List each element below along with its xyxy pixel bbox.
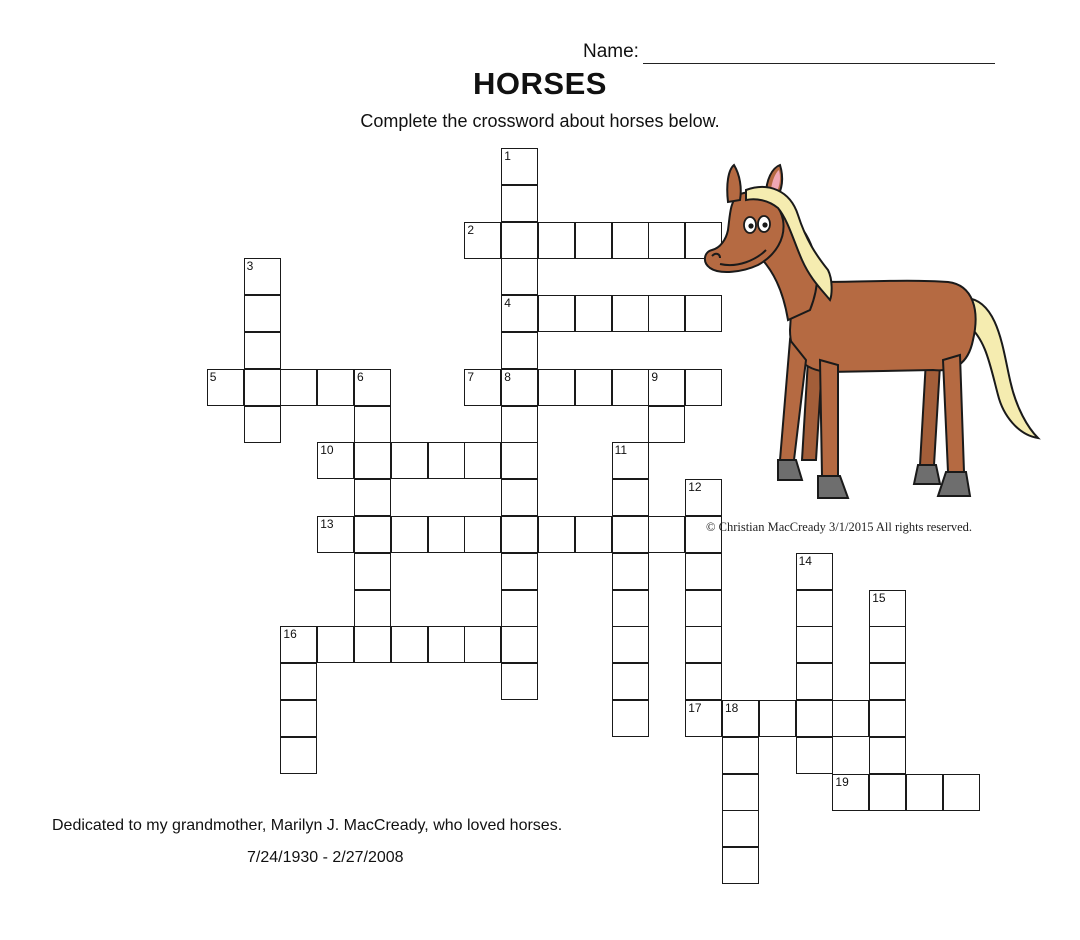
horse-hoof bbox=[914, 465, 940, 484]
crossword-cell[interactable] bbox=[501, 626, 538, 663]
crossword-cell[interactable] bbox=[796, 626, 833, 663]
crossword-cell[interactable] bbox=[317, 442, 354, 479]
crossword-cell[interactable] bbox=[501, 406, 538, 443]
crossword-cell[interactable] bbox=[796, 737, 833, 774]
copyright-notice: © Christian MacCready 3/1/2015 All rights reserved. bbox=[706, 520, 973, 534]
horse-ear-far bbox=[727, 165, 741, 202]
crossword-cell[interactable] bbox=[796, 700, 833, 737]
crossword-cell[interactable] bbox=[501, 663, 538, 700]
crossword-cell[interactable] bbox=[648, 516, 685, 553]
crossword-cell[interactable] bbox=[280, 737, 317, 774]
crossword-cell[interactable] bbox=[722, 810, 759, 847]
crossword-cell[interactable] bbox=[832, 774, 869, 811]
crossword-cell[interactable] bbox=[648, 406, 685, 443]
crossword-cell[interactable] bbox=[869, 737, 906, 774]
crossword-cell[interactable] bbox=[501, 516, 538, 553]
page-title: HORSES bbox=[473, 66, 607, 101]
crossword-cell[interactable] bbox=[538, 295, 575, 332]
crossword-cell[interactable] bbox=[612, 516, 649, 553]
crossword-cell[interactable] bbox=[796, 590, 833, 627]
crossword-cell[interactable] bbox=[501, 332, 538, 369]
crossword-cell[interactable] bbox=[501, 369, 538, 406]
crossword-cell[interactable] bbox=[685, 590, 722, 627]
crossword-cell[interactable] bbox=[391, 626, 428, 663]
crossword-cell[interactable] bbox=[722, 737, 759, 774]
crossword-cell[interactable] bbox=[464, 369, 501, 406]
crossword-cell[interactable] bbox=[244, 332, 281, 369]
crossword-cell[interactable] bbox=[538, 222, 575, 259]
crossword-cell[interactable] bbox=[759, 700, 796, 737]
crossword-cell[interactable] bbox=[428, 442, 465, 479]
clue-number: 5 bbox=[209, 369, 217, 384]
crossword-cell[interactable] bbox=[648, 222, 685, 259]
crossword-cell[interactable] bbox=[832, 700, 869, 737]
horse-hoof bbox=[778, 460, 802, 480]
clue-number: 2 bbox=[467, 222, 475, 237]
crossword-cell[interactable] bbox=[354, 442, 391, 479]
clue-number: 9 bbox=[651, 369, 659, 384]
crossword-cell[interactable] bbox=[501, 148, 538, 185]
clue-number: 10 bbox=[320, 443, 334, 458]
crossword-cell[interactable] bbox=[538, 369, 575, 406]
crossword-cell[interactable] bbox=[612, 663, 649, 700]
crossword-cell[interactable] bbox=[317, 516, 354, 553]
crossword-cell[interactable] bbox=[244, 406, 281, 443]
crossword-cell[interactable] bbox=[428, 626, 465, 663]
horse-hoof bbox=[938, 472, 970, 496]
crossword-cell[interactable] bbox=[391, 516, 428, 553]
crossword-cell[interactable] bbox=[317, 626, 354, 663]
crossword-cell[interactable] bbox=[501, 590, 538, 627]
crossword-cell[interactable] bbox=[722, 847, 759, 884]
crossword-cell[interactable] bbox=[501, 258, 538, 295]
horse-back-far-leg bbox=[920, 360, 940, 465]
crossword-cell[interactable] bbox=[464, 516, 501, 553]
crossword-cell[interactable] bbox=[796, 663, 833, 700]
crossword-cell[interactable] bbox=[612, 295, 649, 332]
clue-number: 4 bbox=[504, 296, 511, 311]
crossword-cell[interactable] bbox=[391, 442, 428, 479]
crossword-cell[interactable] bbox=[685, 626, 722, 663]
crossword-cell[interactable] bbox=[501, 442, 538, 479]
crossword-cell[interactable] bbox=[464, 626, 501, 663]
crossword-cell[interactable] bbox=[575, 295, 612, 332]
crossword-cell[interactable] bbox=[538, 516, 575, 553]
clue-number: 7 bbox=[467, 369, 475, 384]
crossword-cell[interactable] bbox=[354, 516, 391, 553]
crossword-cell[interactable] bbox=[722, 700, 759, 737]
crossword-cell[interactable] bbox=[501, 295, 538, 332]
clue-number: 13 bbox=[320, 517, 334, 531]
crossword-cell[interactable] bbox=[501, 553, 538, 590]
horse-drawing bbox=[698, 160, 1048, 505]
clue-number: 19 bbox=[835, 774, 849, 789]
clue-number: 11 bbox=[614, 443, 628, 458]
crossword-cell[interactable] bbox=[575, 369, 612, 406]
crossword-cell[interactable] bbox=[685, 700, 722, 737]
crossword-cell[interactable] bbox=[317, 369, 354, 406]
clue-number: 15 bbox=[872, 590, 886, 605]
crossword-cell[interactable] bbox=[280, 700, 317, 737]
clue-number: 8 bbox=[504, 369, 511, 384]
crossword-cell[interactable] bbox=[280, 369, 317, 406]
crossword-cell[interactable] bbox=[501, 479, 538, 516]
crossword-cell[interactable] bbox=[869, 774, 906, 811]
clue-number: 12 bbox=[688, 480, 702, 495]
crossword-cell[interactable] bbox=[612, 626, 649, 663]
clue-number: 16 bbox=[283, 627, 297, 642]
crossword-cell[interactable] bbox=[612, 442, 649, 479]
crossword-cell[interactable] bbox=[354, 369, 391, 406]
horse-illustration bbox=[698, 160, 1048, 505]
crossword-cell[interactable] bbox=[575, 516, 612, 553]
clue-number: 6 bbox=[357, 369, 364, 384]
clue-number: 17 bbox=[688, 701, 702, 715]
crossword-cell[interactable] bbox=[280, 663, 317, 700]
crossword-cell[interactable] bbox=[354, 626, 391, 663]
crossword-cell[interactable] bbox=[280, 626, 317, 663]
crossword-cell[interactable] bbox=[869, 590, 906, 627]
crossword-cell[interactable] bbox=[943, 774, 980, 811]
crossword-cell[interactable] bbox=[501, 185, 538, 222]
crossword-cell[interactable] bbox=[685, 663, 722, 700]
name-label: Name: bbox=[583, 41, 639, 62]
clue-number: 1 bbox=[504, 149, 511, 163]
clue-number: 14 bbox=[798, 553, 812, 568]
crossword-cell[interactable] bbox=[869, 626, 906, 663]
instructions: Complete the crossword about horses below. bbox=[360, 111, 720, 131]
crossword-cell[interactable] bbox=[244, 295, 281, 332]
crossword-cell[interactable] bbox=[612, 590, 649, 627]
crossword-cell[interactable] bbox=[612, 553, 649, 590]
crossword-cell[interactable] bbox=[722, 774, 759, 811]
crossword-cell[interactable] bbox=[612, 479, 649, 516]
crossword-cell[interactable] bbox=[244, 258, 281, 295]
crossword-cell[interactable] bbox=[244, 369, 281, 406]
crossword-cell[interactable] bbox=[354, 590, 391, 627]
horse-front-near-leg bbox=[820, 360, 838, 476]
crossword-cell[interactable] bbox=[906, 774, 943, 811]
horse-tail bbox=[966, 298, 1038, 438]
clue-number: 18 bbox=[725, 701, 739, 715]
crossword-cell[interactable] bbox=[648, 369, 685, 406]
dedication-text: Dedicated to my grandmother, Marilyn J. MacCready, who loved horses. bbox=[52, 817, 563, 834]
crossword-cell[interactable] bbox=[685, 553, 722, 590]
crossword-cell[interactable] bbox=[612, 700, 649, 737]
crossword-cell[interactable] bbox=[612, 369, 649, 406]
crossword-cell[interactable] bbox=[612, 222, 649, 259]
crossword-cell[interactable] bbox=[796, 553, 833, 590]
crossword-cell[interactable] bbox=[354, 479, 391, 516]
crossword-cell[interactable] bbox=[354, 406, 391, 443]
dedication-dates: 7/24/1930 - 2/27/2008 bbox=[247, 849, 404, 866]
crossword-cell[interactable] bbox=[354, 553, 391, 590]
crossword-cell[interactable] bbox=[428, 516, 465, 553]
crossword-cell[interactable] bbox=[869, 663, 906, 700]
horse-back-near-leg bbox=[943, 355, 964, 472]
clue-number: 3 bbox=[246, 259, 254, 274]
horse-hoof bbox=[818, 476, 848, 498]
crossword-cell[interactable] bbox=[501, 222, 538, 259]
crossword-cell[interactable] bbox=[464, 222, 501, 259]
crossword-cell[interactable] bbox=[575, 222, 612, 259]
crossword-cell[interactable] bbox=[869, 700, 906, 737]
crossword-cell[interactable] bbox=[207, 369, 244, 406]
crossword-cell[interactable] bbox=[648, 295, 685, 332]
crossword-cell[interactable] bbox=[464, 442, 501, 479]
